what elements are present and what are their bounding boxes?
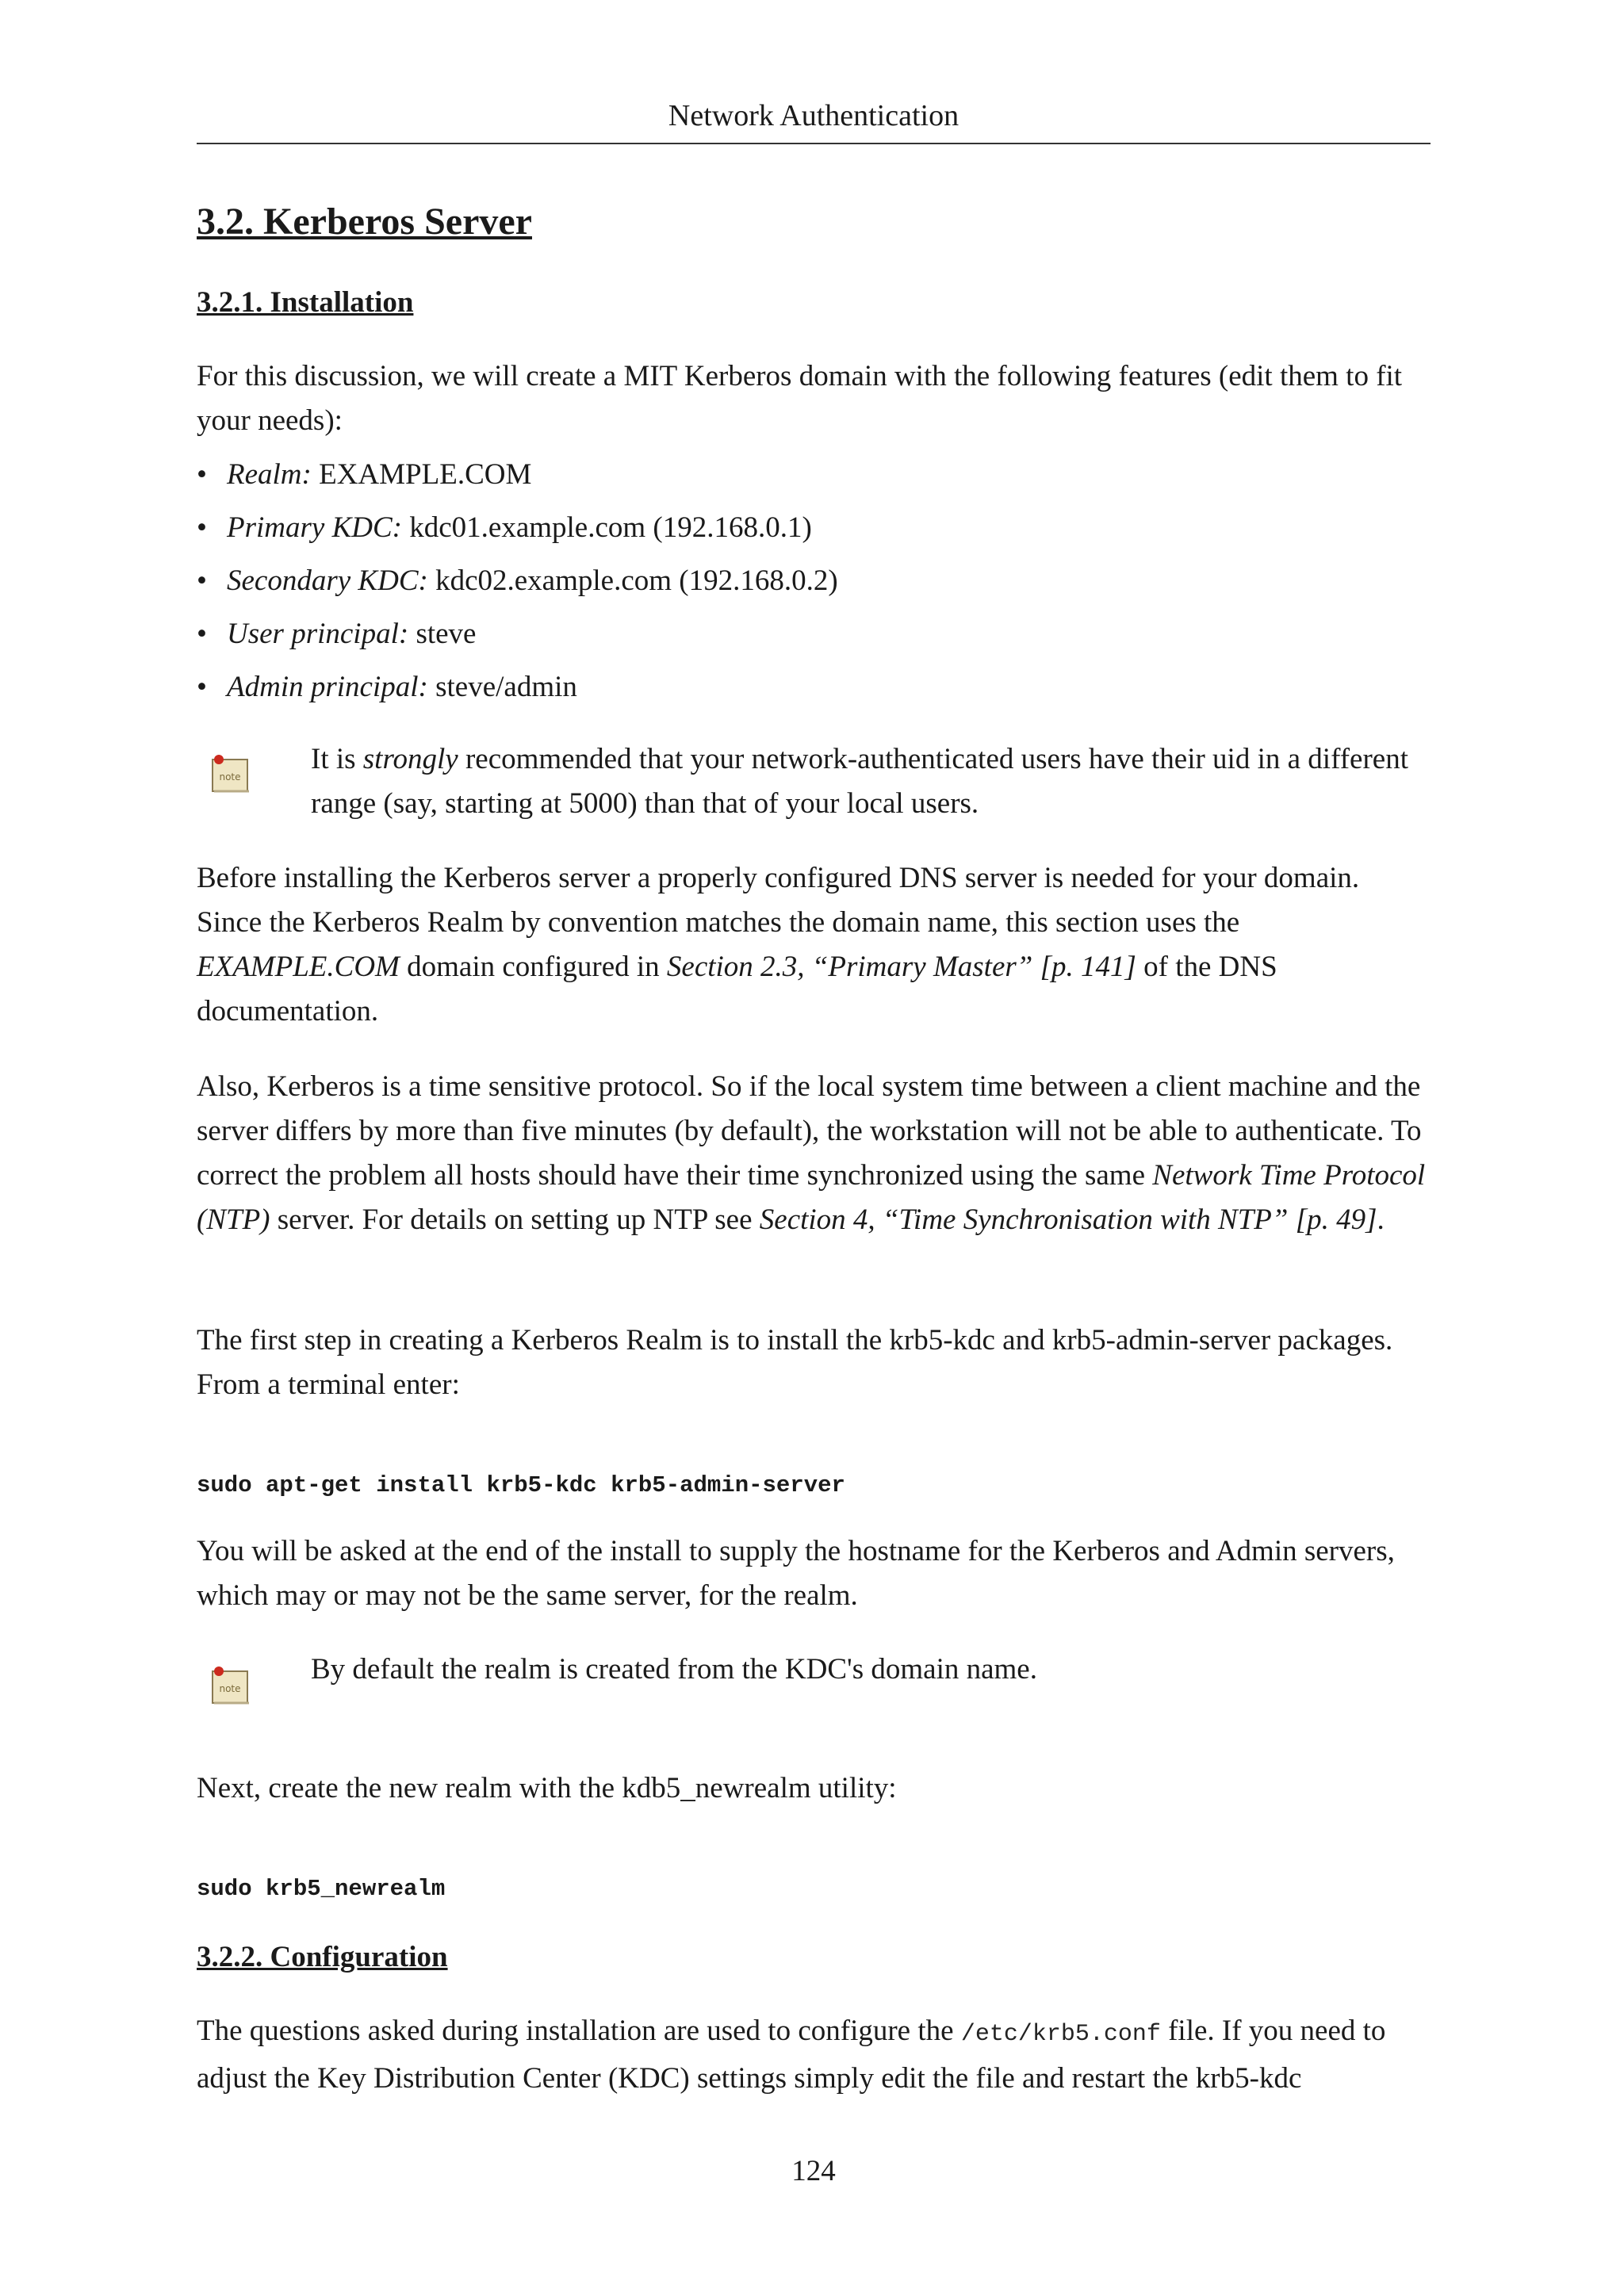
- list-item: • User principal: steve: [197, 618, 477, 650]
- install-command: sudo apt-get install krb5-kdc krb5-admin-server: [197, 1472, 845, 1498]
- config-paragraph-wrap: [197, 2009, 1431, 2101]
- subsection-installation-wrap: [197, 283, 1431, 323]
- install-command-wrap: [197, 1470, 1431, 1502]
- next-paragraph-wrap: [197, 1766, 1431, 1811]
- running-header: Network Authentication: [197, 95, 1431, 144]
- page-number: 124: [791, 2155, 836, 2187]
- intro-paragraph-wrap: [197, 354, 1431, 443]
- note-icon-label: note: [219, 1683, 241, 1694]
- note-text-realm: By default the realm is created from the KDC's domain name.: [311, 1653, 1037, 1686]
- subsection-heading-installation: 3.2.1. Installation: [197, 286, 414, 319]
- intro-paragraph: For this discussion, we will create a MIT Kerberos domain with the following features (edit them to fit your needs):: [197, 360, 1403, 437]
- newrealm-command-wrap: [197, 1873, 1431, 1905]
- list-item: • Secondary KDC: kdc02.example.com (192.168.0.2): [197, 564, 838, 597]
- feature-list: [197, 448, 1431, 714]
- time-paragraph-wrap: [197, 1065, 1431, 1242]
- dns-paragraph-wrap: [197, 856, 1431, 1034]
- asked-paragraph-wrap: [197, 1529, 1431, 1618]
- note-icon: [208, 1665, 252, 1709]
- note-box-uid: [197, 737, 1431, 832]
- note-icon-label: note: [219, 771, 241, 783]
- subsection-heading-configuration: 3.2.2. Configuration: [197, 1941, 448, 1973]
- newrealm-command: sudo krb5_newrealm: [197, 1876, 446, 1902]
- section-heading: 3.2. Kerberos Server: [197, 201, 532, 243]
- next-paragraph: Next, create the new realm with the kdb5_newrealm utility:: [197, 1772, 897, 1804]
- list-item: • Primary KDC: kdc01.example.com (192.168.0.1): [197, 511, 812, 544]
- install-paragraph-wrap: [197, 1318, 1431, 1407]
- asked-paragraph: You will be asked at the end of the install to supply the hostname for the Kerberos and Admin servers, which may or may not be the same server, for the realm.: [197, 1535, 1395, 1612]
- feature-list-wrap: [197, 448, 1431, 714]
- time-paragraph: Also, Kerberos is a time sensitive protocol. So if the local system time between a client machine and the server differs by more than five minutes (by default), the workstation will not be able to authenticate. To correct the problem all hosts should have their time synchronized using the same Network Time Protocol (NTP) server. For details on setting up NTP see Section 4, “Time Synchronisation with NTP” [p. 49].: [197, 1070, 1426, 1236]
- list-item: • Realm: EXAMPLE.COM: [197, 458, 532, 491]
- install-paragraph: The first step in creating a Kerberos Realm is to install the krb5-kdc and krb5-admin-server packages. From a terminal enter:: [197, 1324, 1393, 1401]
- dns-paragraph: Before installing the Kerberos server a properly configured DNS server is needed for your domain. Since the Kerberos Realm by convention matches the domain name, this section uses the EXAMPLE.COM domain configured in Section 2.3, “Primary Master” [p. 141] of the DNS documentation.: [197, 862, 1360, 1027]
- note-icon: [208, 753, 252, 798]
- inline-code-path: /etc/krb5.conf: [960, 2021, 1161, 2048]
- subsection-configuration-wrap: [197, 1938, 1431, 1977]
- note-text-uid: It is strongly recommended that your network-authenticated users have their uid in a different range (say, starting at 5000) than that of your local users.: [311, 743, 1408, 820]
- list-item: • Admin principal: steve/admin: [197, 671, 577, 703]
- section-heading-wrap: [197, 198, 1431, 246]
- config-paragraph: The questions asked during installation are used to configure the /etc/krb5.conf file. If you need to adjust the Key Distribution Center (KDC) settings simply edit the file and restart the krb5-kdc: [197, 2015, 1386, 2095]
- note-box-realm: [197, 1647, 1431, 1719]
